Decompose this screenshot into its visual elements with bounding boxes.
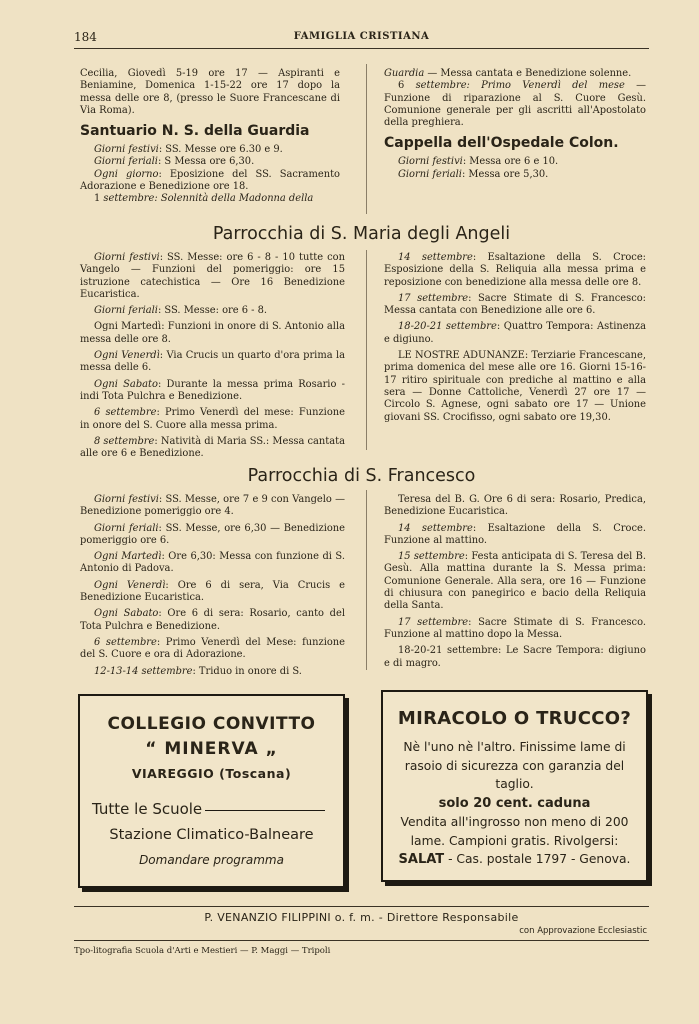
paragraph: — Messa cantata e Benedizione solenne. <box>424 68 632 79</box>
label: Giorni feriali <box>94 305 158 317</box>
paragraph-text: : Festa anticipata di S. Teresa del B. Gesù. Alla mattina durante la S. Messa prima: Comunione Generale. Alla sera, ore 16 — Funzione di chiusura con panegirico e bacio della Reliquia della Santa. <box>384 551 646 612</box>
paragraph-text: : Ore 6 di sera: Rosario, canto del Tota Pulchra e Benedizione. <box>80 608 345 632</box>
paragraph: Cecilia, Giovedì 5-19 ore 17 — Aspiranti e Beniamine, Domenica 1-15-22 ore 17 dopo la messa delle ore 8, (presso le Suore Francescane di Via Roma). <box>80 68 340 116</box>
section-heading-colon: Cappella dell'Ospedale Colon. <box>384 135 619 152</box>
label: Giorni festivi <box>94 252 160 263</box>
paragraph-text: : Primo Venerdì del mese: Funzione in onore del S. Cuore alla messa prima. <box>80 407 345 431</box>
paragraph <box>384 321 646 346</box>
footer-rule-2 <box>74 940 649 941</box>
ad-miracolo-trucco <box>381 690 648 882</box>
paragraph-text: : Durante la messa prima Rosario - indi Tota Pulchra e Benedizione. <box>80 378 345 402</box>
paragraph <box>80 305 345 317</box>
label: 6 settembre <box>94 407 157 419</box>
column-divider <box>366 250 367 450</box>
footer-printer: Tpo-litografia Scuola d'Arti e Mestieri — P. Maggi — Tripoli <box>74 946 331 956</box>
paragraph-text: LE NOSTRE ADUNANZE: Terziarie Francescane, prima domenica del mese alle ore 16. Giorni 15-16-17 ritiro spirituale con prediche al mattino e alla sera — Donne Cattoliche, Venerdì 27 ore 17 — Circolo S. Agnese, ogni sabato ore 17 — Unione giovani SS. Crocifisso, ogni sabato ore 19,30. <box>384 350 646 423</box>
ad-line: Tutte le Scuole <box>92 800 203 818</box>
francesco-right-column <box>384 494 646 670</box>
paragraph-text: : SS. Messe, ore 7 e 9 con Vangelo — Benedizione pomeriggio ore 4. <box>80 494 345 518</box>
paragraph-text: 18-20-21 settembre: Le Sacre Tempora: digiuno e di magro. <box>384 645 646 669</box>
ad-brand: SALAT <box>398 852 445 867</box>
paragraph <box>80 551 345 576</box>
paragraph-text: : Esaltazione della S. Croce: Esposizione della S. Reliquia alla messa prima e reposizione con benedizione alla messa delle ore 8. <box>384 252 646 288</box>
paragraph: : SS. Messe ore 6.30 e 9. <box>158 144 283 156</box>
paragraph <box>384 252 646 289</box>
paragraph: : S Messa ore 6,30. <box>157 156 255 168</box>
label: Ogni Venerdì <box>94 579 166 591</box>
angeli-right-column <box>384 252 646 424</box>
paragraph-text: Ogni Martedì: Funzioni in onore di S. Antonio alla messa delle ore 8. <box>80 321 345 345</box>
label: 14 settembre <box>398 522 473 534</box>
paragraph <box>80 350 345 375</box>
ad-body <box>395 738 634 870</box>
paragraph <box>384 494 646 519</box>
ad-title: MIRACOLO O TRUCCO? <box>397 708 632 729</box>
section-heading-guardia: Santuario N. S. della Guardia <box>80 123 310 140</box>
top-left-column <box>80 68 340 206</box>
paragraph <box>80 252 345 301</box>
paragraph-text: : Triduo in onore di S. <box>192 665 302 677</box>
column-divider <box>366 490 367 670</box>
ad-line: VIAREGGIO (Toscana) <box>131 766 292 781</box>
paragraph: — Funzione di riparazione al S. Cuore Gesù. Comunione generale per gli ascritti all'Apostolato della preghiera. <box>384 80 647 129</box>
paragraph-text: : SS. Messe: ore 6 - 8. <box>157 305 268 317</box>
top-right-column <box>384 68 646 181</box>
paragraph: : Messa ore 6 e 10. <box>462 156 559 168</box>
ad-line: “ MINERVA „ <box>145 739 278 759</box>
label: settembre: Solennità della Madonna della <box>103 193 314 205</box>
header-rule <box>74 48 649 49</box>
column-divider <box>366 64 367 214</box>
paragraph: 6 <box>398 80 416 92</box>
ad-line: Nè l'uno nè l'altro. Finissime lame di rasoio di sicurezza con garanzia del taglio. <box>403 740 626 791</box>
paragraph <box>80 494 345 519</box>
ad-line: Domandare programma <box>139 853 284 867</box>
ad-collegio-minerva <box>78 694 345 888</box>
label: Ogni Martedì <box>94 551 162 563</box>
francesco-left-column <box>80 494 345 678</box>
paragraph-text: : Primo Venerdì del Mese: funzione del S. Cuore e ora di Adorazione. <box>80 636 345 661</box>
label: Ogni Sabato <box>94 608 159 620</box>
label: Giorni festivi <box>94 494 159 505</box>
paragraph-text: : Ore 6 di sera, Via Crucis e Benedizione Eucaristica. <box>80 579 346 604</box>
paragraph: : Eposizione del SS. Sacramento Adorazione e Benedizione ore 18. <box>80 168 340 193</box>
paragraph <box>80 407 345 432</box>
label: Giorni feriali <box>94 156 158 168</box>
paragraph <box>80 379 345 404</box>
paragraph <box>80 436 345 461</box>
paragraph-text: : SS. Messe, ore 6,30 — Benedizione pomeriggio ore 6. <box>80 522 346 546</box>
paragraph-text: : SS. Messe: ore 6 - 8 - 10 tutte con Vangelo — Funzioni del pomeriggio: ore 15 istruzione catechistica — Ore 16 Benedizione Eucaristica. <box>80 252 345 300</box>
paragraph <box>384 617 646 642</box>
paragraph <box>384 551 646 612</box>
paragraph-text: : Natività di Maria SS.: Messa cantata alle ore 6 e Benedizione. <box>80 435 345 460</box>
ad-line: COLLEGIO CONVITTO <box>107 714 316 734</box>
label: Giorni festivi <box>398 156 463 168</box>
section-title-angeli: Parrocchia di S. Maria degli Angeli <box>212 224 511 244</box>
label: 8 settembre <box>94 435 155 447</box>
paragraph-text: : Esaltazione della S. Croce. Funzione al mattino. <box>384 522 646 546</box>
label: Ogni giorno <box>94 168 159 180</box>
label: Giorni festivi <box>94 144 159 156</box>
ad-line: Vendita all'ingrosso non meno di 200 lame. Campioni gratis. Rivolgersi: <box>400 815 629 848</box>
paragraph-text: : Sacre Stimate di S. Francesco. Funzione al mattino dopo la Messa. <box>384 616 646 640</box>
label: 18-20-21 settembre <box>398 321 497 333</box>
paragraph <box>80 580 345 605</box>
paragraph-text: : Sacre Stimate di S. Francesco: Messa cantata con Benedizione alle ore 6. <box>384 292 646 317</box>
paragraph <box>80 523 345 548</box>
paragraph <box>384 293 646 318</box>
publication-title: FAMIGLIA CRISTIANA <box>293 31 430 42</box>
ad-line: - Cas. postale 1797 - Genova. <box>444 852 631 866</box>
paragraph: : Messa ore 5,30. <box>461 168 549 180</box>
ad-rule <box>205 810 325 811</box>
paragraph-text: : Ore 6,30: Messa con funzione di S. Antonio di Padova. <box>80 551 345 575</box>
footer-rule <box>74 906 649 907</box>
ad-price: solo 20 cent. caduna <box>438 795 591 811</box>
label: Giorni feriali <box>94 522 159 534</box>
paragraph <box>80 666 345 678</box>
label: 17 settembre <box>398 616 469 628</box>
page-header <box>74 30 649 46</box>
label: Guardia <box>384 68 425 79</box>
paragraph <box>384 523 646 548</box>
paragraph: 1 <box>94 193 104 205</box>
angeli-left-column <box>80 252 345 460</box>
paragraph-text: Teresa del B. G. Ore 6 di sera: Rosario, Predica, Benedizione Eucaristica. <box>384 494 646 518</box>
label: settembre: Primo Venerdì del mese <box>415 80 625 92</box>
paragraph <box>384 645 646 670</box>
label: Giorni feriali <box>398 168 462 180</box>
label: Ogni Sabato <box>94 378 158 390</box>
label: 12-13-14 settembre <box>94 665 193 677</box>
paragraph <box>384 350 646 424</box>
paragraph-text: : Quattro Tempora: Astinenza e digiuno. <box>384 321 647 345</box>
section-title-francesco: Parrocchia di S. Francesco <box>247 466 476 486</box>
label: Ogni Venerdì <box>94 350 160 362</box>
label: 17 settembre <box>398 292 469 304</box>
page-number: 184 <box>74 30 97 44</box>
paragraph-text: : Via Crucis un quarto d'ora prima la messa delle 6. <box>80 350 345 374</box>
label: 6 settembre <box>94 636 157 648</box>
ad-line: Stazione Climatico-Balneare <box>109 827 314 843</box>
paragraph <box>80 321 345 346</box>
footer-director: P. VENANZIO FILIPPINI o. f. m. - Direttore Responsabile <box>204 911 519 924</box>
label: 15 settembre <box>398 551 465 563</box>
footer-approval: con Approvazione Ecclesiastic <box>519 926 647 936</box>
paragraph <box>80 608 345 633</box>
label: 14 settembre <box>398 252 473 263</box>
paragraph <box>80 637 345 662</box>
